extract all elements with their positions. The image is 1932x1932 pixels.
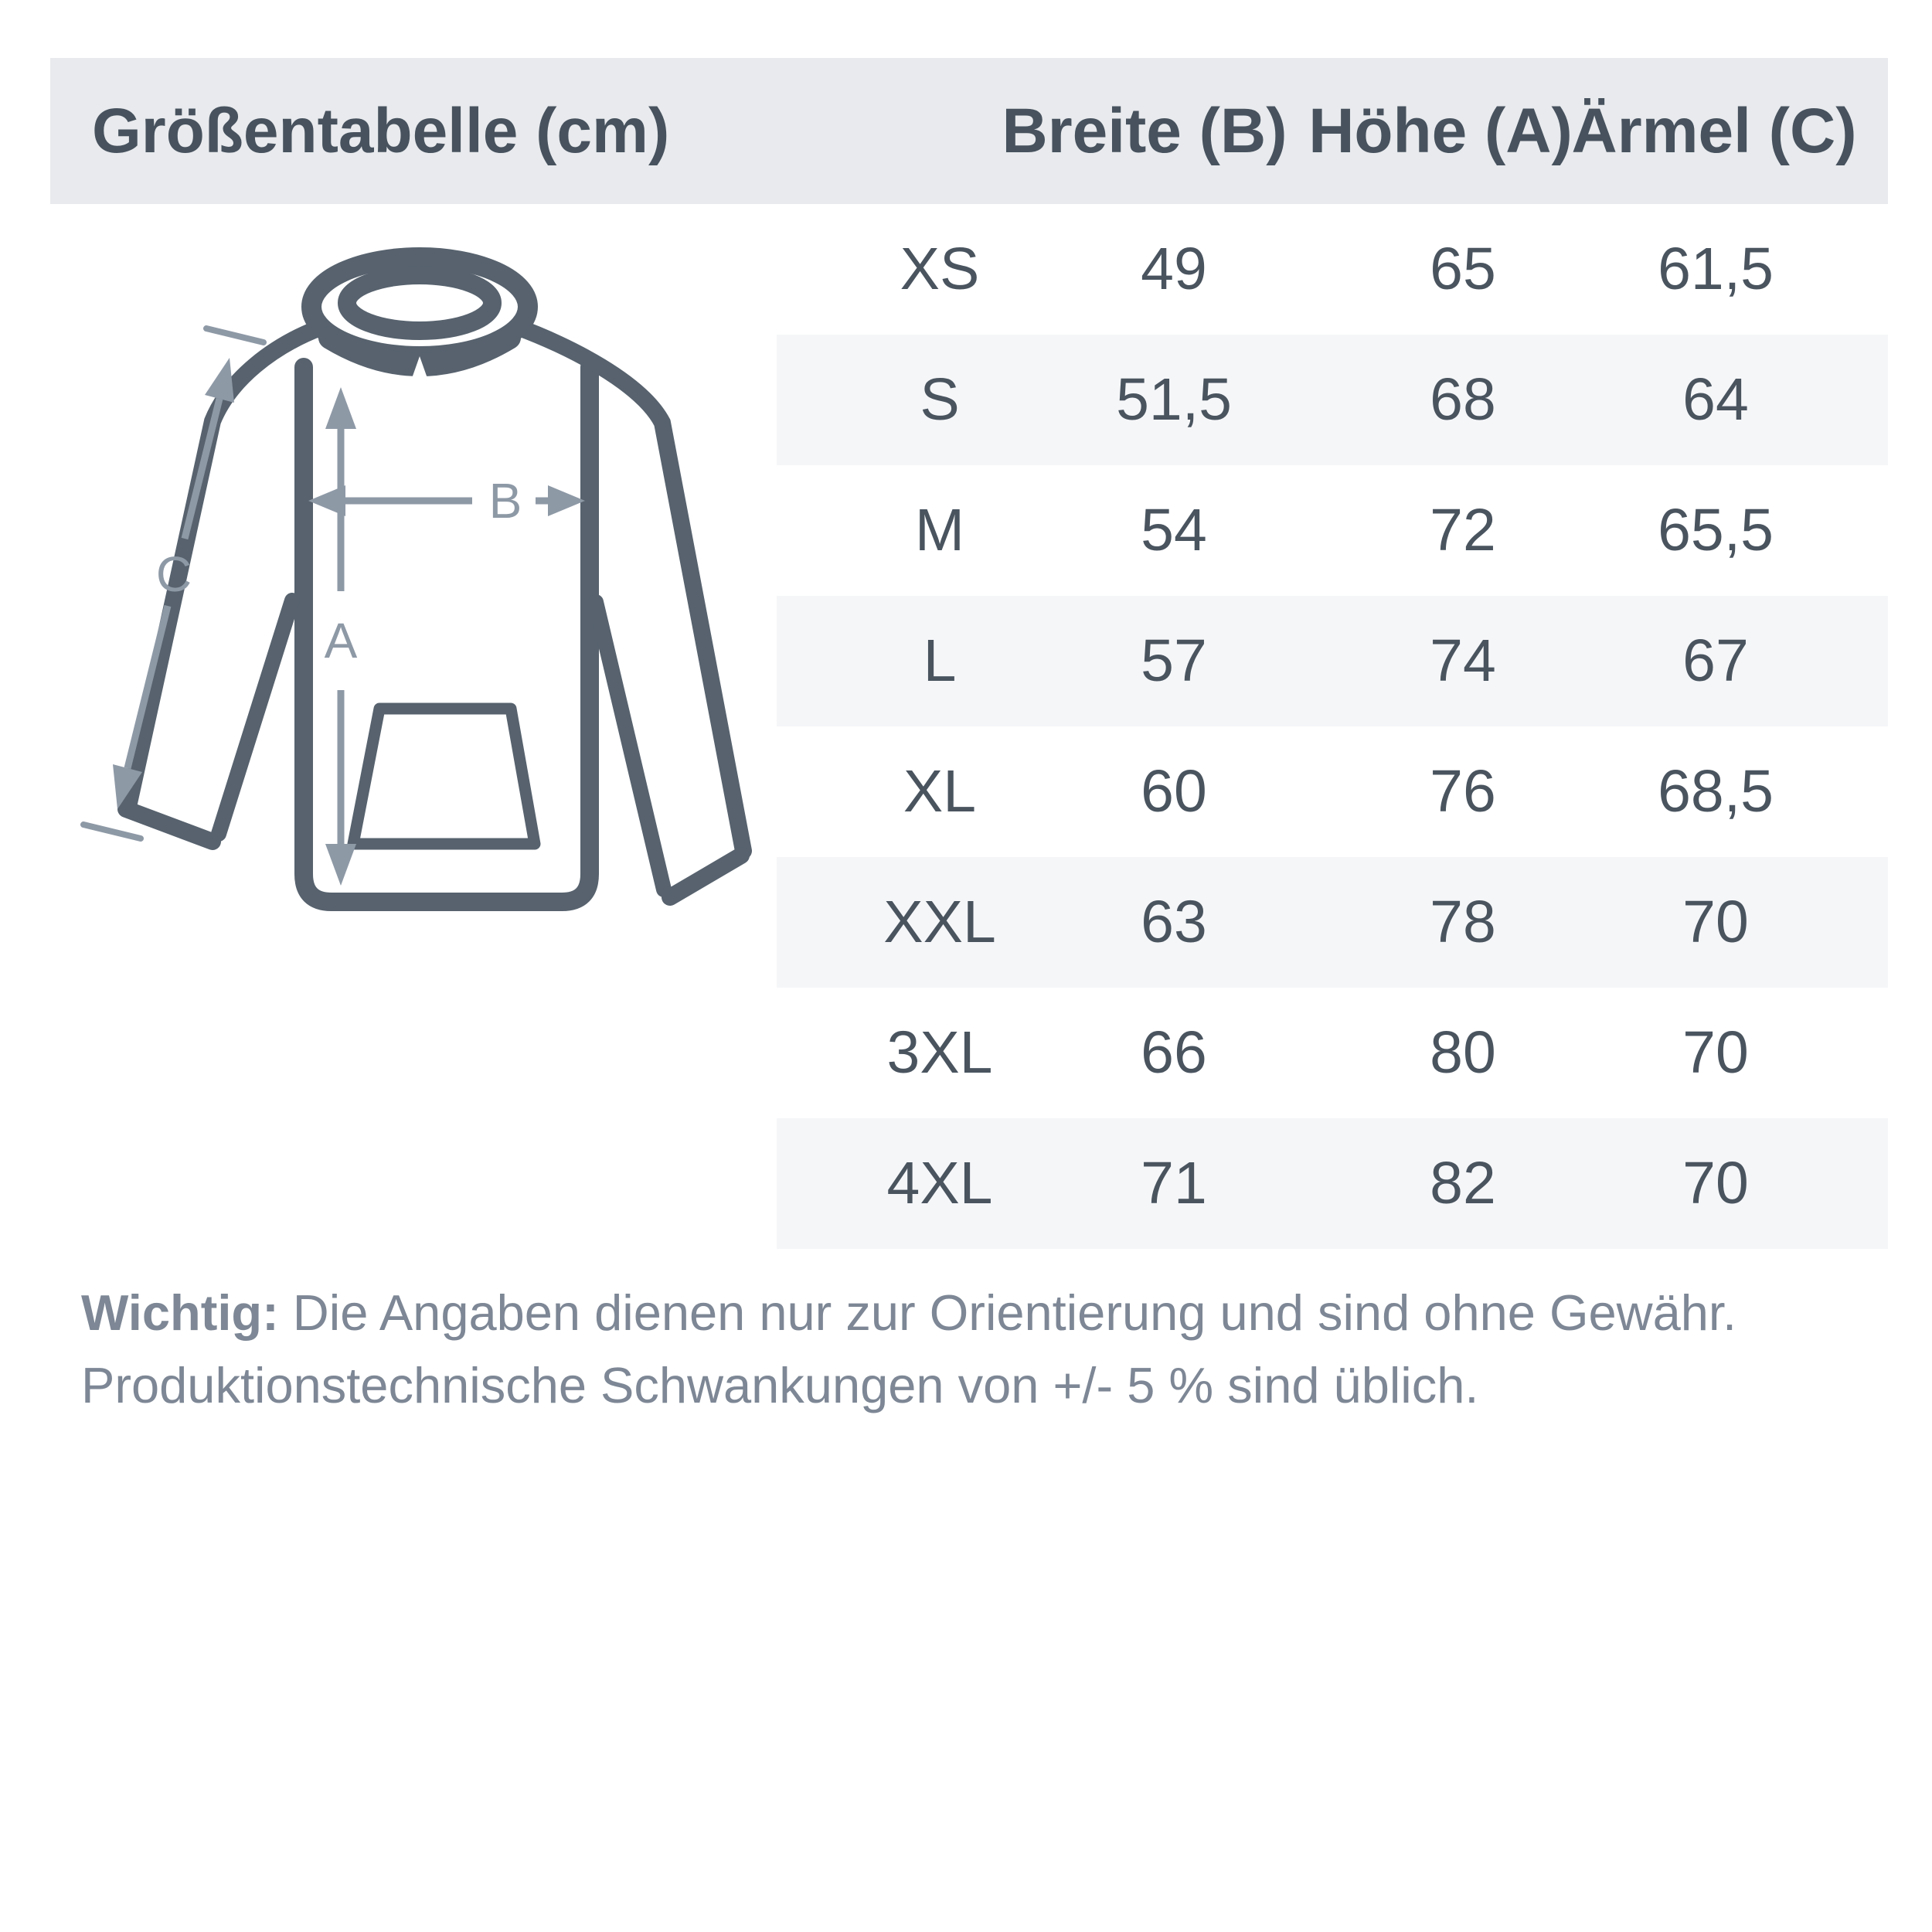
size-label: M (914, 497, 965, 563)
size-label: 3XL (886, 1019, 993, 1086)
table-row-4xl (777, 1118, 1888, 1249)
disclaimer-line-2: Produktionstechnische Schwankungen von +/- 5 % sind üblich. (81, 1357, 1479, 1413)
breite-value: 54 (1141, 497, 1207, 563)
breite-value: 71 (1141, 1150, 1207, 1216)
size-label: XS (900, 236, 980, 302)
size-table (777, 204, 1888, 1249)
right-sleeve-cuff (670, 855, 741, 897)
arrow-b-head-left (308, 485, 345, 516)
hoehe-value: 76 (1430, 758, 1496, 825)
breite-value: 51,5 (1116, 366, 1232, 433)
size-label: L (923, 628, 957, 694)
hoehe-value: 78 (1430, 889, 1496, 955)
hood-inner-ring (347, 275, 492, 331)
disclaimer-line-1 (81, 1277, 1874, 1349)
aermel-value: 67 (1682, 628, 1749, 694)
hoodie-diagram-svg (66, 228, 777, 916)
page-title: Größentabelle (cm) (92, 96, 670, 166)
size-label: 4XL (886, 1150, 993, 1216)
size-label: S (920, 366, 960, 433)
arrow-a-head-top (325, 387, 356, 429)
hoodie-measurement-diagram (66, 228, 777, 916)
hoehe-value: 68 (1430, 366, 1496, 433)
column-header-hoehe: Höhe (A) (1308, 96, 1573, 166)
table-row-3xl (777, 988, 1888, 1118)
label-b: B (488, 473, 522, 529)
disclaimer-bold-prefix: Wichtig: (81, 1284, 279, 1341)
right-sleeve-inner-seam (596, 602, 664, 889)
hoehe-value: 72 (1430, 497, 1496, 563)
arrow-a-head-bottom (325, 844, 356, 886)
hoehe-value: 82 (1430, 1150, 1496, 1216)
hoehe-value: 74 (1430, 628, 1496, 694)
hoodie-pocket (353, 709, 535, 844)
table-row-s (777, 335, 1888, 465)
table-row-l (777, 596, 1888, 726)
aermel-value: 65,5 (1658, 497, 1774, 563)
column-header-aermel: Ärmel (C) (1571, 96, 1857, 166)
disclaimer-note (81, 1277, 1874, 1422)
hoehe-value: 65 (1430, 236, 1496, 302)
breite-value: 49 (1141, 236, 1207, 302)
breite-value: 63 (1141, 889, 1207, 955)
size-label: XXL (883, 889, 996, 955)
arrow-c-head-top (205, 358, 234, 403)
disclaimer-line-1-text: Die Angaben dienen nur zur Orientierung und sind ohne Gewähr. (278, 1284, 1737, 1341)
aermel-value: 68,5 (1658, 758, 1774, 825)
table-row-xs (777, 204, 1888, 335)
hoehe-value: 80 (1430, 1019, 1496, 1086)
table-row-xl (777, 726, 1888, 857)
arrow-b-head-right (548, 485, 585, 516)
left-sleeve-inner-seam (219, 600, 292, 834)
aermel-value: 70 (1682, 889, 1749, 955)
table-row-m (777, 465, 1888, 596)
table-row-xxl (777, 857, 1888, 988)
aermel-value: 70 (1682, 1150, 1749, 1216)
breite-value: 66 (1141, 1019, 1207, 1086)
column-header-breite: Breite (B) (1002, 96, 1287, 166)
size-label: XL (903, 758, 977, 825)
breite-value: 60 (1141, 758, 1207, 825)
aermel-value: 64 (1682, 366, 1749, 433)
aermel-value: 61,5 (1658, 236, 1774, 302)
breite-value: 57 (1141, 628, 1207, 694)
table-header-band (50, 58, 1888, 204)
label-a: A (324, 613, 358, 668)
aermel-value: 70 (1682, 1019, 1749, 1086)
label-c: C (155, 546, 192, 602)
